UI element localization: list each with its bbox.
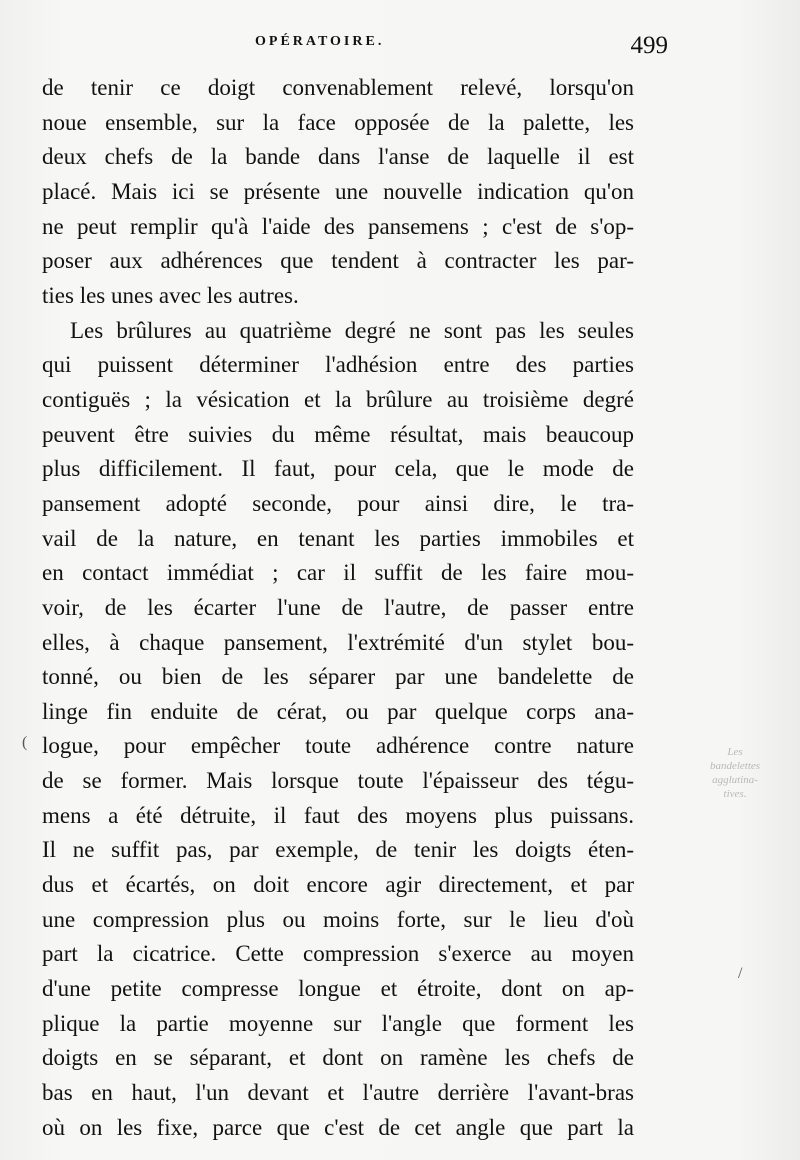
stray-ink-mark: /: [738, 965, 743, 982]
stray-ink-mark: (: [22, 734, 28, 751]
margin-note-line: bandelettes: [709, 760, 761, 772]
text-line: ne peut remplir qu'à l'aide des pansemens ; c'est de s'op-: [42, 213, 634, 239]
text-line: ties les unes avec les autres.: [42, 282, 299, 308]
text-line: noue ensemble, sur la face opposée de la palette, les: [42, 109, 634, 135]
text-line: Il ne suffit pas, par exemple, de tenir les doigts éten-: [42, 837, 634, 863]
text-line: d'une petite compresse longue et étroite, dont on ap-: [42, 976, 634, 1002]
text-line: bas en haut, l'un devant et l'autre derrière l'avant-bras: [42, 1080, 634, 1106]
page-number: 499: [630, 32, 668, 59]
text-line: mens a été détruite, il faut des moyens plus puissans.: [42, 802, 634, 828]
text-line: dus et écartés, on doit encore agir directement, et par: [42, 872, 634, 898]
paragraph-start-line: Les brûlures au quatrième degré ne sont pas les seules: [70, 317, 634, 343]
text-line: placé. Mais ici se présente une nouvelle indication qu'on: [42, 178, 634, 204]
text-line: qui puissent déterminer l'adhésion entre des parties: [42, 352, 634, 378]
text-line: linge fin enduite de cérat, ou par quelque corps ana-: [42, 698, 634, 724]
text-line: en contact immédiat ; car il suffit de les faire mou-: [42, 560, 634, 586]
text-line: peuvent être suivies du même résultat, mais beaucoup: [42, 421, 634, 447]
text-line: où on les fixe, parce que c'est de cet angle que part la: [42, 1114, 634, 1140]
text-line: pansement adopté seconde, pour ainsi dire, le tra-: [42, 490, 634, 516]
body-text: [42, 71, 634, 1145]
text-line: une compression plus ou moins forte, sur le lieu d'où: [42, 906, 634, 932]
text-line: part la cicatrice. Cette compression s'exerce au moyen: [42, 941, 634, 967]
text-line: tonné, ou bien de les séparer par une bandelette de: [42, 664, 634, 690]
text-line: elles, à chaque pansement, l'extrémité d'un stylet bou-: [42, 629, 634, 655]
page-header: [40, 32, 668, 62]
text-line: logue, pour empêcher toute adhérence contre nature: [42, 733, 634, 759]
margin-note-line: tives.: [723, 788, 747, 800]
running-title: OPÉRATOIRE.: [255, 34, 385, 49]
text-line: poser aux adhérences que tendent à contracter les par-: [42, 248, 634, 274]
text-line: deux chefs de la bande dans l'anse de laquelle il est: [42, 144, 634, 170]
margin-note-line: Les: [727, 746, 743, 758]
text-line: voir, de les écarter l'une de l'autre, de passer entre: [42, 594, 634, 620]
margin-note-line: agglutina-: [712, 774, 758, 786]
text-line: de se former. Mais lorsque toute l'épaisseur des tégu-: [42, 768, 634, 794]
text-line: de tenir ce doigt convenablement relevé, lorsqu'on: [42, 75, 634, 100]
text-line: plus difficilement. Il faut, pour cela, que le mode de: [42, 456, 634, 482]
margin-note-bleedthrough: [680, 745, 790, 801]
text-line: plique la partie moyenne sur l'angle que forment les: [42, 1010, 634, 1036]
text-line: contiguës ; la vésication et la brûlure au troisième degré: [42, 386, 634, 412]
text-line: vail de la nature, en tenant les parties immobiles et: [42, 525, 634, 551]
text-line: doigts en se séparant, et dont on ramène les chefs de: [42, 1045, 634, 1071]
